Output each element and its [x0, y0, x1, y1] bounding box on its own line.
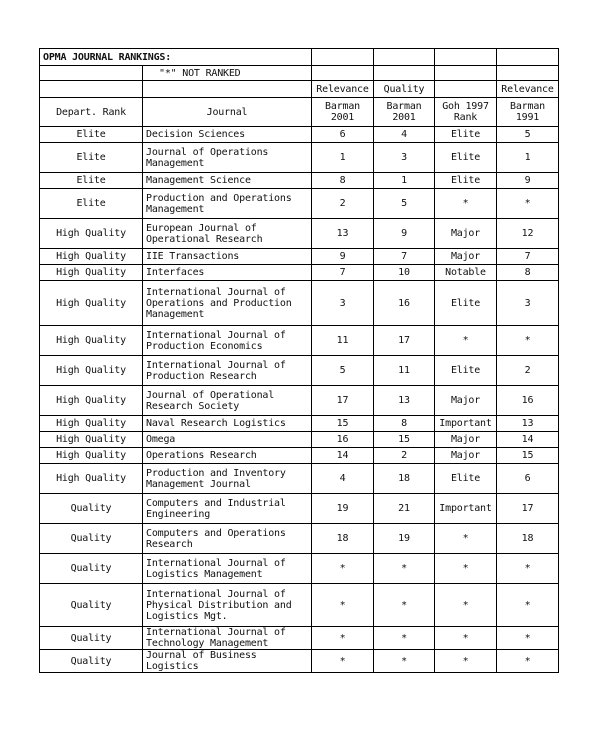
barman-1991-relevance-cell: *	[497, 650, 559, 673]
header-barman-2001-quality: Barman 2001	[374, 98, 435, 127]
empty-cell	[374, 49, 435, 66]
table-row	[40, 464, 559, 494]
legend-row	[40, 66, 559, 81]
barman-1991-relevance-cell: *	[497, 554, 559, 584]
journal-name-cell: International Journal of Production Economics	[143, 326, 312, 356]
barman-2001-relevance-cell: 11	[312, 326, 374, 356]
barman-1991-relevance-cell: 6	[497, 464, 559, 494]
barman-1991-relevance-cell: 12	[497, 219, 559, 249]
barman-2001-quality-cell: *	[374, 650, 435, 673]
journal-name-cell: Journal of Operational Research Society	[143, 386, 312, 416]
barman-1991-relevance-cell: 13	[497, 416, 559, 432]
depart-rank-cell: Elite	[40, 143, 143, 173]
barman-2001-relevance-cell: *	[312, 584, 374, 627]
journal-name-cell: International Journal of Production Research	[143, 356, 312, 386]
header-barman-1991: Barman 1991	[497, 98, 559, 127]
group-header-relevance: Relevance	[312, 81, 374, 98]
depart-rank-cell: High Quality	[40, 356, 143, 386]
barman-2001-quality-cell: 11	[374, 356, 435, 386]
barman-1991-relevance-cell: *	[497, 326, 559, 356]
barman-1991-relevance-cell: *	[497, 584, 559, 627]
journal-name-cell: Interfaces	[143, 265, 312, 281]
barman-1991-relevance-cell: 8	[497, 265, 559, 281]
journal-name-cell: International Journal of Technology Management	[143, 627, 312, 650]
table-row	[40, 584, 559, 627]
barman-1991-relevance-cell: 9	[497, 173, 559, 189]
header-depart-rank: Depart. Rank	[40, 98, 143, 127]
depart-rank-cell: Quality	[40, 650, 143, 673]
depart-rank-cell: High Quality	[40, 326, 143, 356]
title-row	[40, 49, 559, 66]
table-row	[40, 524, 559, 554]
group-header-cell	[40, 81, 143, 98]
barman-2001-relevance-cell: 2	[312, 189, 374, 219]
barman-2001-relevance-cell: 6	[312, 127, 374, 143]
goh-1997-rank-cell: Major	[435, 249, 497, 265]
barman-1991-relevance-cell: 7	[497, 249, 559, 265]
depart-rank-cell: High Quality	[40, 386, 143, 416]
journal-name-cell: Production and Inventory Management Journal	[143, 464, 312, 494]
table-title: OPMA JOURNAL RANKINGS:	[40, 49, 312, 66]
barman-2001-quality-cell: 5	[374, 189, 435, 219]
barman-2001-quality-cell: 7	[374, 249, 435, 265]
header-goh-1997-rank: Goh 1997 Rank	[435, 98, 497, 127]
goh-1997-rank-cell: Notable	[435, 265, 497, 281]
table-row	[40, 386, 559, 416]
barman-2001-quality-cell: 10	[374, 265, 435, 281]
barman-2001-relevance-cell: 14	[312, 448, 374, 464]
table-row	[40, 416, 559, 432]
barman-1991-relevance-cell: 5	[497, 127, 559, 143]
goh-1997-rank-cell: Elite	[435, 127, 497, 143]
barman-2001-relevance-cell: 18	[312, 524, 374, 554]
barman-2001-relevance-cell: 5	[312, 356, 374, 386]
goh-1997-rank-cell: Important	[435, 494, 497, 524]
empty-cell	[40, 66, 143, 81]
barman-2001-relevance-cell: 9	[312, 249, 374, 265]
journal-name-cell: Production and Operations Management	[143, 189, 312, 219]
journal-name-cell: Operations Research	[143, 448, 312, 464]
journal-name-cell: Computers and Industrial Engineering	[143, 494, 312, 524]
group-header-cell	[435, 81, 497, 98]
barman-2001-relevance-cell: 16	[312, 432, 374, 448]
table-row	[40, 281, 559, 326]
goh-1997-rank-cell: Important	[435, 416, 497, 432]
journal-name-cell: Computers and Operations Research	[143, 524, 312, 554]
barman-2001-quality-cell: 4	[374, 127, 435, 143]
table-row	[40, 265, 559, 281]
barman-2001-relevance-cell: 1	[312, 143, 374, 173]
depart-rank-cell: Quality	[40, 494, 143, 524]
barman-2001-quality-cell: 2	[374, 448, 435, 464]
table-row	[40, 650, 559, 673]
depart-rank-cell: Elite	[40, 189, 143, 219]
table-row	[40, 326, 559, 356]
empty-cell	[312, 66, 374, 81]
group-header-cell	[143, 81, 312, 98]
journal-name-cell: Management Science	[143, 173, 312, 189]
table-row	[40, 448, 559, 464]
barman-2001-quality-cell: 21	[374, 494, 435, 524]
goh-1997-rank-cell: Elite	[435, 173, 497, 189]
goh-1997-rank-cell: *	[435, 650, 497, 673]
depart-rank-cell: High Quality	[40, 464, 143, 494]
barman-2001-quality-cell: *	[374, 627, 435, 650]
journal-name-cell: Journal of Business Logistics	[143, 650, 312, 673]
barman-2001-quality-cell: 9	[374, 219, 435, 249]
barman-1991-relevance-cell: *	[497, 189, 559, 219]
barman-2001-quality-cell: 1	[374, 173, 435, 189]
depart-rank-cell: Elite	[40, 127, 143, 143]
barman-2001-quality-cell: 16	[374, 281, 435, 326]
table-row	[40, 127, 559, 143]
depart-rank-cell: High Quality	[40, 416, 143, 432]
empty-cell	[435, 66, 497, 81]
barman-2001-relevance-cell: *	[312, 627, 374, 650]
barman-2001-relevance-cell: 8	[312, 173, 374, 189]
journal-rankings-table	[39, 48, 559, 673]
goh-1997-rank-cell: *	[435, 584, 497, 627]
barman-1991-relevance-cell: 3	[497, 281, 559, 326]
goh-1997-rank-cell: Elite	[435, 143, 497, 173]
depart-rank-cell: High Quality	[40, 219, 143, 249]
goh-1997-rank-cell: Major	[435, 219, 497, 249]
journal-name-cell: International Journal of Physical Distribution and Logistics Mgt.	[143, 584, 312, 627]
table-row	[40, 494, 559, 524]
table-row	[40, 189, 559, 219]
table-row	[40, 627, 559, 650]
barman-2001-quality-cell: 15	[374, 432, 435, 448]
depart-rank-cell: High Quality	[40, 265, 143, 281]
journal-name-cell: International Journal of Operations and Production Management	[143, 281, 312, 326]
journal-name-cell: IIE Transactions	[143, 249, 312, 265]
barman-1991-relevance-cell: 18	[497, 524, 559, 554]
barman-2001-quality-cell: 3	[374, 143, 435, 173]
depart-rank-cell: High Quality	[40, 432, 143, 448]
depart-rank-cell: High Quality	[40, 281, 143, 326]
goh-1997-rank-cell: *	[435, 554, 497, 584]
goh-1997-rank-cell: *	[435, 627, 497, 650]
empty-cell	[374, 66, 435, 81]
barman-2001-relevance-cell: 3	[312, 281, 374, 326]
table-row	[40, 173, 559, 189]
not-ranked-legend: "*" NOT RANKED	[143, 66, 312, 81]
header-column-row	[40, 98, 559, 127]
barman-2001-quality-cell: *	[374, 584, 435, 627]
barman-2001-quality-cell: 13	[374, 386, 435, 416]
table-row	[40, 554, 559, 584]
header-group-row	[40, 81, 559, 98]
depart-rank-cell: Quality	[40, 627, 143, 650]
journal-name-cell: Decision Sciences	[143, 127, 312, 143]
header-journal: Journal	[143, 98, 312, 127]
goh-1997-rank-cell: Major	[435, 432, 497, 448]
barman-2001-quality-cell: 19	[374, 524, 435, 554]
barman-1991-relevance-cell: 17	[497, 494, 559, 524]
table-row	[40, 356, 559, 386]
goh-1997-rank-cell: *	[435, 189, 497, 219]
barman-2001-quality-cell: 8	[374, 416, 435, 432]
goh-1997-rank-cell: Elite	[435, 356, 497, 386]
group-header-quality: Quality	[374, 81, 435, 98]
barman-2001-relevance-cell: *	[312, 650, 374, 673]
journal-name-cell: European Journal of Operational Research	[143, 219, 312, 249]
goh-1997-rank-cell: *	[435, 326, 497, 356]
barman-2001-quality-cell: *	[374, 554, 435, 584]
goh-1997-rank-cell: *	[435, 524, 497, 554]
barman-2001-quality-cell: 18	[374, 464, 435, 494]
table-row	[40, 249, 559, 265]
barman-2001-relevance-cell: 4	[312, 464, 374, 494]
journal-name-cell: Journal of Operations Management	[143, 143, 312, 173]
table-row	[40, 432, 559, 448]
goh-1997-rank-cell: Elite	[435, 464, 497, 494]
barman-1991-relevance-cell: 2	[497, 356, 559, 386]
barman-1991-relevance-cell: 14	[497, 432, 559, 448]
goh-1997-rank-cell: Major	[435, 448, 497, 464]
goh-1997-rank-cell: Major	[435, 386, 497, 416]
journal-name-cell: Omega	[143, 432, 312, 448]
empty-cell	[312, 49, 374, 66]
barman-2001-relevance-cell: *	[312, 554, 374, 584]
group-header-relevance: Relevance	[497, 81, 559, 98]
barman-2001-relevance-cell: 7	[312, 265, 374, 281]
depart-rank-cell: Quality	[40, 584, 143, 627]
goh-1997-rank-cell: Elite	[435, 281, 497, 326]
barman-1991-relevance-cell: 1	[497, 143, 559, 173]
barman-2001-relevance-cell: 17	[312, 386, 374, 416]
barman-1991-relevance-cell: 15	[497, 448, 559, 464]
empty-cell	[497, 66, 559, 81]
barman-2001-relevance-cell: 13	[312, 219, 374, 249]
barman-2001-quality-cell: 17	[374, 326, 435, 356]
journal-name-cell: Naval Research Logistics	[143, 416, 312, 432]
barman-1991-relevance-cell: *	[497, 627, 559, 650]
table-row	[40, 143, 559, 173]
barman-1991-relevance-cell: 16	[497, 386, 559, 416]
barman-2001-relevance-cell: 19	[312, 494, 374, 524]
depart-rank-cell: Elite	[40, 173, 143, 189]
header-barman-2001-relevance: Barman 2001	[312, 98, 374, 127]
table-row	[40, 219, 559, 249]
journal-name-cell: International Journal of Logistics Management	[143, 554, 312, 584]
depart-rank-cell: High Quality	[40, 448, 143, 464]
empty-cell	[497, 49, 559, 66]
barman-2001-relevance-cell: 15	[312, 416, 374, 432]
depart-rank-cell: Quality	[40, 524, 143, 554]
empty-cell	[435, 49, 497, 66]
depart-rank-cell: Quality	[40, 554, 143, 584]
depart-rank-cell: High Quality	[40, 249, 143, 265]
